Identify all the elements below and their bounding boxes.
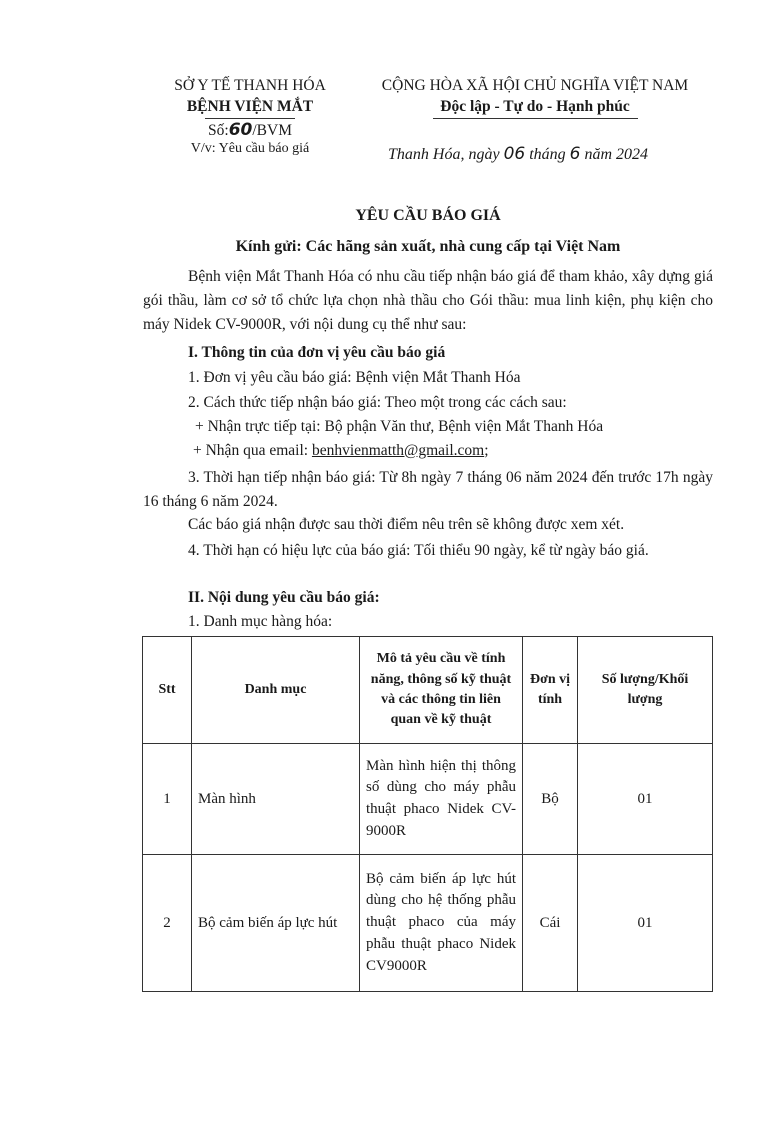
row-description: Màn hình hiện thị thông số dùng cho máy phẫu thuật phaco Nidek CV-9000R — [360, 744, 523, 855]
section-2-heading: II. Nội dung yêu cầu báo giá: — [188, 589, 380, 606]
document-number-value: 60 — [228, 120, 253, 140]
row-name: Bộ cảm biến áp lực hút — [192, 855, 360, 992]
header-stt: Stt — [143, 637, 192, 744]
header-name: Danh mục — [192, 637, 360, 744]
row-stt: 1 — [143, 744, 192, 855]
document-number — [150, 119, 350, 140]
table-header-row — [143, 637, 713, 744]
section-1-item-3: 3. Thời hạn tiếp nhận báo giá: Từ 8h ngày 7 tháng 06 năm 2024 đến trước 17h ngày 16 tháng 6 năm 2024. — [143, 469, 713, 510]
row-name: Màn hình — [192, 744, 360, 855]
table-row — [143, 744, 713, 855]
national-motto: Độc lập - Tự do - Hạnh phúc — [440, 98, 630, 115]
document-title: YÊU CẦU BÁO GIÁ — [355, 207, 501, 224]
email-label: + Nhận qua email: — [193, 442, 312, 459]
row-stt: 2 — [143, 855, 192, 992]
date-month-word: tháng — [529, 146, 566, 163]
date-day: 06 — [503, 144, 526, 164]
date-year: năm 2024 — [584, 146, 649, 163]
document-subject: V/v: Yêu cầu báo giá — [190, 141, 310, 156]
section-1-item-2a: + Nhận trực tiếp tại: Bộ phận Văn thư, Bệnh viện Mắt Thanh Hóa — [195, 418, 604, 435]
section-1-item-1: 1. Đơn vị yêu cầu báo giá: Bệnh viện Mắt Thanh Hóa — [188, 369, 521, 386]
table-row — [143, 855, 713, 992]
document-number-prefix: Số: — [208, 122, 229, 139]
date-month: 6 — [569, 144, 581, 164]
hospital-name: BỆNH VIỆN MẮT — [186, 98, 314, 115]
section-1-item-4: 4. Thời hạn có hiệu lực của báo giá: Tối thiểu 90 ngày, kể từ ngày báo giá. — [188, 542, 649, 559]
section-1-item-2: 2. Cách thức tiếp nhận báo giá: Theo một trong các cách sau: — [188, 394, 567, 411]
department-name: SỞ Y TẾ THANH HÓA — [174, 77, 326, 94]
goods-table — [142, 636, 713, 992]
motto-underline — [433, 118, 638, 119]
republic-name: CỘNG HÒA XÃ HỘI CHỦ NGHĨA VIỆT NAM — [381, 77, 689, 94]
intro-paragraph: Bệnh viện Mắt Thanh Hóa có nhu cầu tiếp nhận báo giá để tham khảo, xây dựng giá gói thầu, làm cơ sở tổ chức lựa chọn nhà thầu cho Gói thầu: mua linh kiện, phụ kiện cho máy Nidek CV-9000R, với nội dung cụ thể như sau: — [143, 268, 713, 333]
header-right-block — [370, 76, 700, 119]
addressee: Kính gửi: Các hãng sản xuất, nhà cung cấp tại Việt Nam — [235, 238, 621, 255]
row-description: Bộ cảm biến áp lực hút dùng cho hệ thống phẫu thuật phaco của máy phẫu thuật phaco Nidek CV9000R — [360, 855, 523, 992]
section-2-item-1: 1. Danh mục hàng hóa: — [188, 613, 333, 630]
email-suffix: ; — [484, 442, 489, 459]
header-unit: Đơn vị tính — [523, 637, 578, 744]
row-quantity: 01 — [578, 855, 713, 992]
section-1-heading: I. Thông tin của đơn vị yêu cầu báo giá — [188, 344, 446, 361]
place-date — [388, 143, 708, 166]
row-unit: Bộ — [523, 744, 578, 855]
document-number-suffix: /BVM — [252, 122, 292, 139]
header-left-block — [150, 76, 350, 161]
email-link[interactable]: benhvienmatth@gmail.com — [311, 442, 485, 459]
header-description: Mô tả yêu cầu về tính năng, thông số kỹ thuật và các thông tin liên quan về kỹ thuật — [360, 637, 523, 744]
row-unit: Cái — [523, 855, 578, 992]
row-quantity: 01 — [578, 744, 713, 855]
place-date-prefix: Thanh Hóa, ngày — [388, 146, 500, 163]
header-quantity: Số lượng/Khối lượng — [578, 637, 713, 744]
section-1-item-2b — [193, 441, 713, 462]
section-1-item-3-note: Các báo giá nhận được sau thời điểm nêu trên sẽ không được xem xét. — [188, 516, 625, 533]
